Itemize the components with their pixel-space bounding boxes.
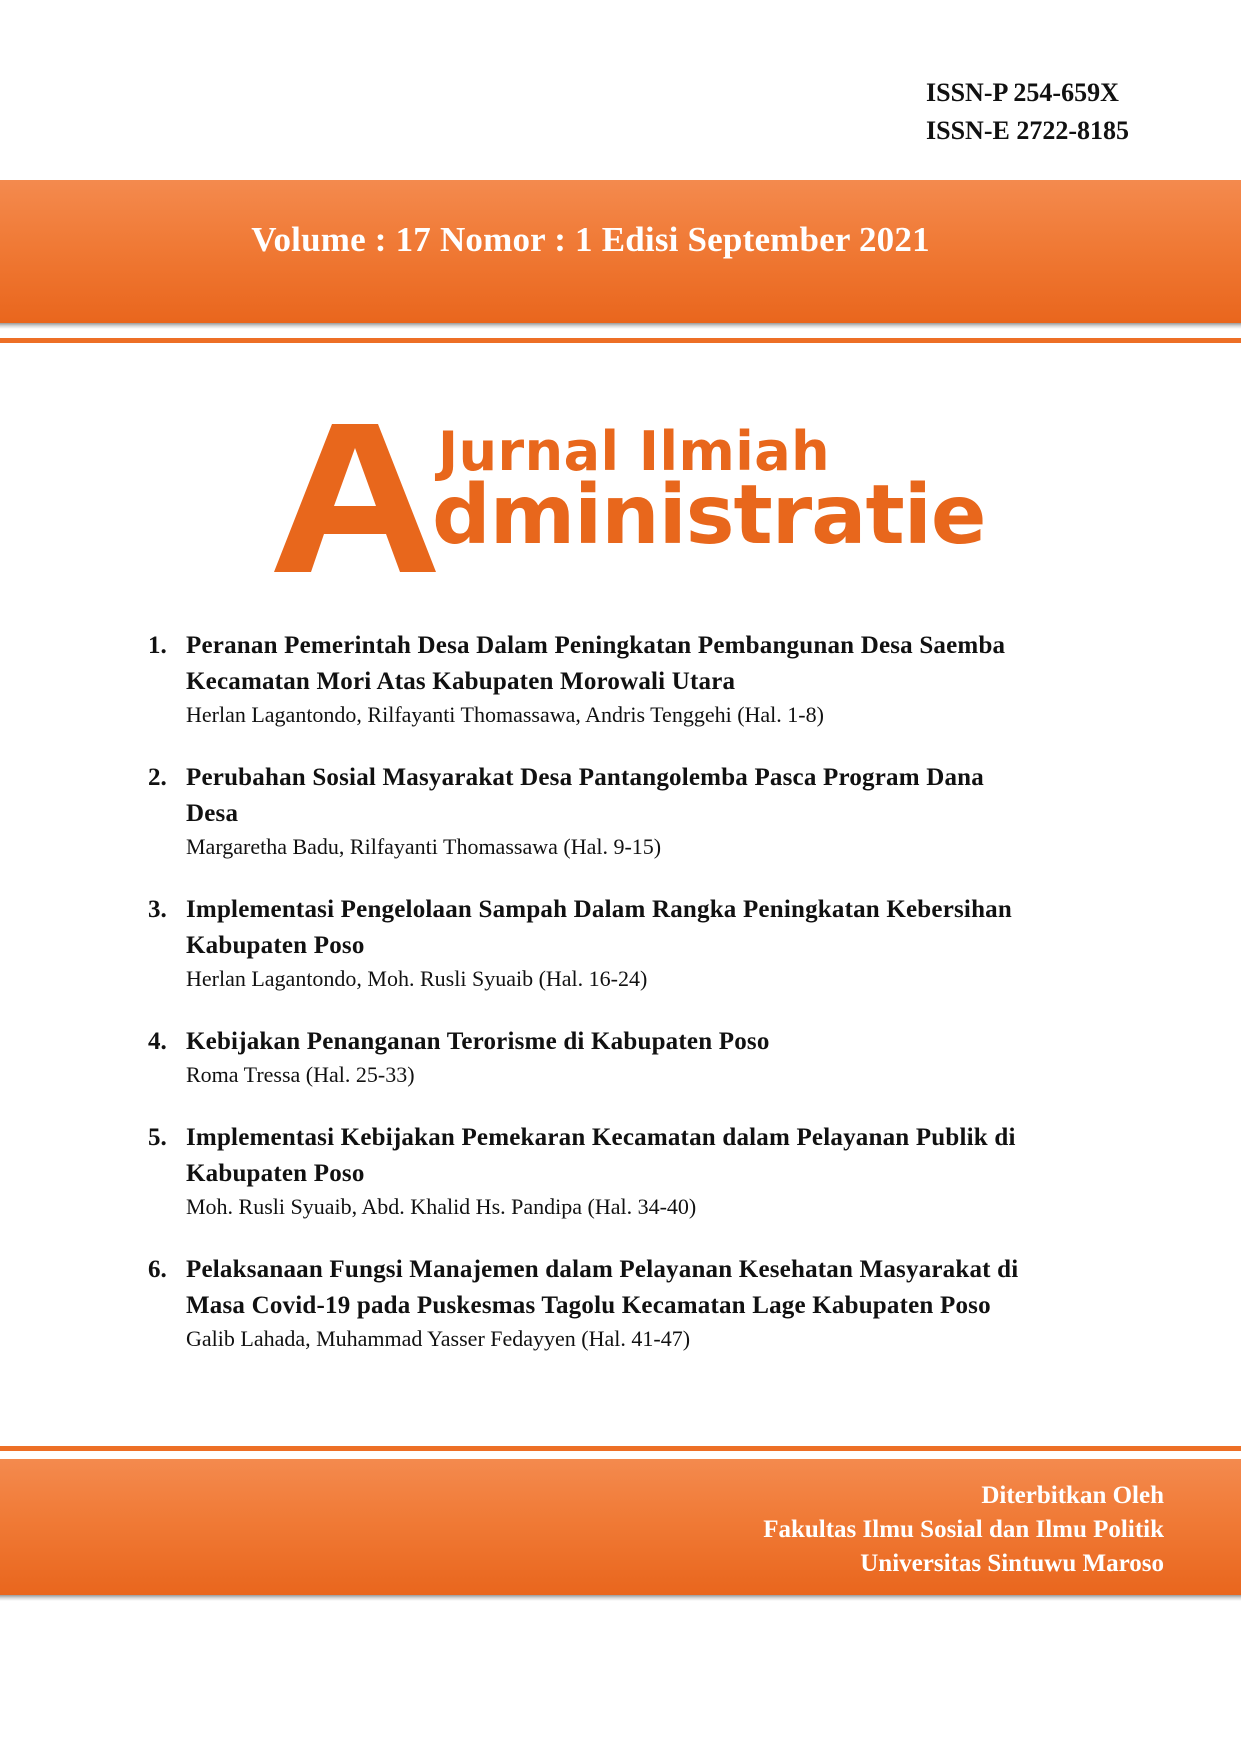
article-authors: Herlan Lagantondo, Rilfayanti Thomassawa, Andris Tenggehi (Hal. 1-8)	[186, 702, 824, 727]
article-item	[148, 760, 1158, 862]
article-title: Pelaksanaan Fungsi Manajemen dalam Pelayanan Kesehatan Masyarakat di Masa Covid-19 pada Puskesmas Tagolu Kecamatan Lage Kabupaten Poso	[186, 1256, 1019, 1319]
article-number: 3.	[148, 896, 167, 923]
article-number: 4.	[148, 1028, 167, 1055]
article-authors: Herlan Lagantondo, Moh. Rusli Syuaib (Hal. 16-24)	[186, 966, 648, 991]
logo-title-line1: Jurnal Ilmiah	[438, 420, 831, 483]
issn-electronic: ISSN-E 2722-8185	[926, 116, 1129, 145]
article-number: 5.	[148, 1124, 167, 1151]
volume-line: Volume : 17 Nomor : 1 Edisi September 2021	[251, 220, 930, 259]
article-title: Implementasi Pengelolaan Sampah Dalam Rangka Peningkatan Kebersihan Kabupaten Poso	[186, 896, 1012, 959]
article-number: 2.	[148, 764, 167, 791]
publisher-faculty: Fakultas Ilmu Sosial dan Ilmu Politik	[763, 1516, 1164, 1543]
table-of-contents	[148, 628, 1158, 1384]
article-item	[148, 628, 1158, 730]
article-number: 1.	[148, 632, 167, 659]
article-item	[148, 1120, 1158, 1222]
article-title: Implementasi Kebijakan Pemekaran Kecamatan dalam Pelayanan Publik di Kabupaten Poso	[186, 1124, 1016, 1187]
publisher-label: Diterbitkan Oleh	[981, 1482, 1164, 1509]
article-title: Kebijakan Penanganan Terorisme di Kabupaten Poso	[186, 1028, 770, 1055]
article-title: Peranan Pemerintah Desa Dalam Peningkatan Pembangunan Desa Saemba Kecamatan Mori Atas Kabupaten Morowali Utara	[186, 632, 1006, 695]
article-authors: Moh. Rusli Syuaib, Abd. Khalid Hs. Pandipa (Hal. 34-40)	[186, 1194, 697, 1219]
article-item	[148, 1252, 1158, 1354]
publisher-university: Universitas Sintuwu Maroso	[860, 1550, 1164, 1577]
article-authors: Galib Lahada, Muhammad Yasser Fedayyen (Hal. 41-47)	[186, 1326, 691, 1351]
journal-logo	[274, 420, 1054, 580]
top-accent-line	[0, 338, 1241, 343]
publisher-block	[763, 1479, 1164, 1581]
article-number: 6.	[148, 1256, 167, 1283]
bottom-accent-line	[0, 1446, 1241, 1451]
article-authors: Margaretha Badu, Rilfayanti Thomassawa (Hal. 9-15)	[186, 834, 662, 859]
article-item	[148, 892, 1158, 994]
article-title: Perubahan Sosial Masyarakat Desa Pantangolemba Pasca Program Dana Desa	[186, 764, 984, 827]
article-item	[148, 1024, 1158, 1090]
issn-block	[926, 74, 1129, 150]
issn-print: ISSN-P 254-659X	[926, 78, 1119, 107]
logo-big-a-icon	[274, 420, 444, 580]
logo-title-line2: dministratie	[432, 468, 986, 563]
article-authors: Roma Tressa (Hal. 25-33)	[186, 1062, 415, 1087]
